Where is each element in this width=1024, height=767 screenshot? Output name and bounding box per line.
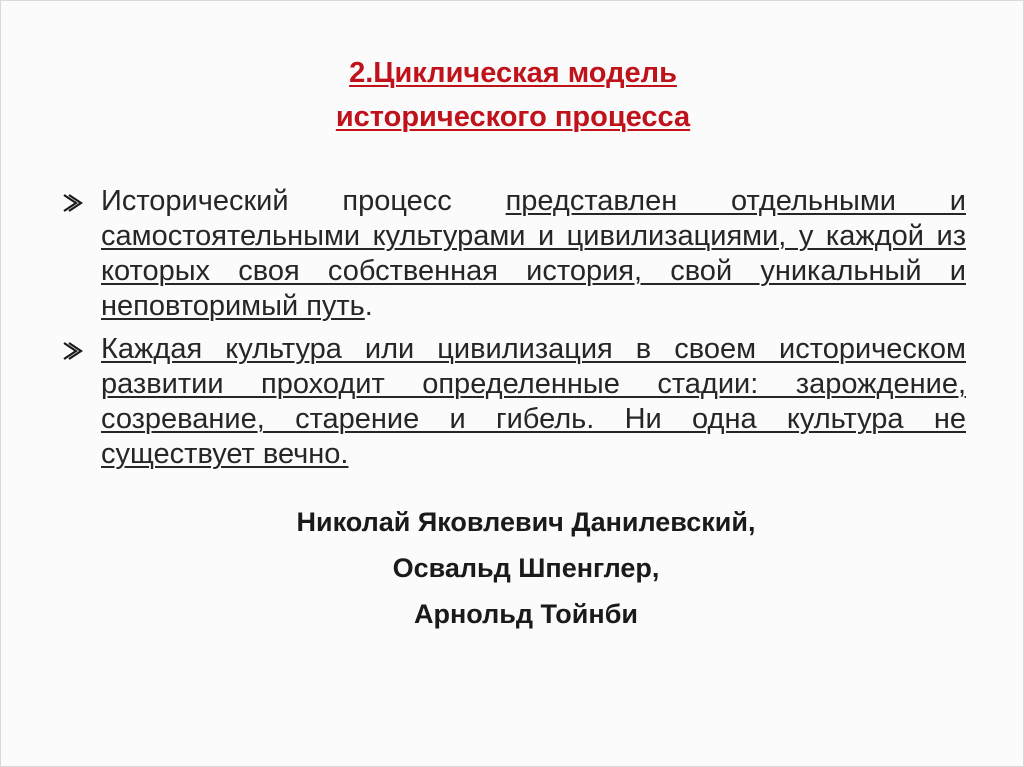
title-line-2: исторического процесса (335, 101, 691, 133)
bullet-list (61, 184, 966, 480)
authors-block (1, 499, 1024, 637)
bullet-text-2 (101, 332, 966, 472)
author-toynbee: Арнольд Тойнби (414, 599, 638, 629)
author-danilevsky: Николай Яковлевич Данилевский, (296, 507, 756, 537)
arrow-bullet-icon (61, 332, 101, 362)
bullet-text-1 (101, 184, 966, 324)
bullet-1-plain: Исторический процесс (101, 185, 506, 217)
bullet-item-1 (61, 184, 966, 324)
bullet-item-2 (61, 332, 966, 472)
title-line-1: 2.Циклическая модель (349, 57, 677, 89)
bullet-1-underlined: представлен отдельными и самостоятельными культурами и цивилизациями, у каждой из которых своя собственная история, свой уникальный и неповторимый путь (101, 185, 966, 322)
bullet-2-underlined: Каждая культура или цивилизация в своем историческом развитии проходит определенные стадии: зарождение, созревание, старение и гибель. Ни одна культура не существует вечно. (101, 333, 966, 470)
bullet-1-tail: . (364, 290, 373, 322)
arrow-bullet-icon (61, 184, 101, 214)
author-spengler: Освальд Шпенглер, (392, 553, 660, 583)
slide-title (1, 51, 1024, 139)
